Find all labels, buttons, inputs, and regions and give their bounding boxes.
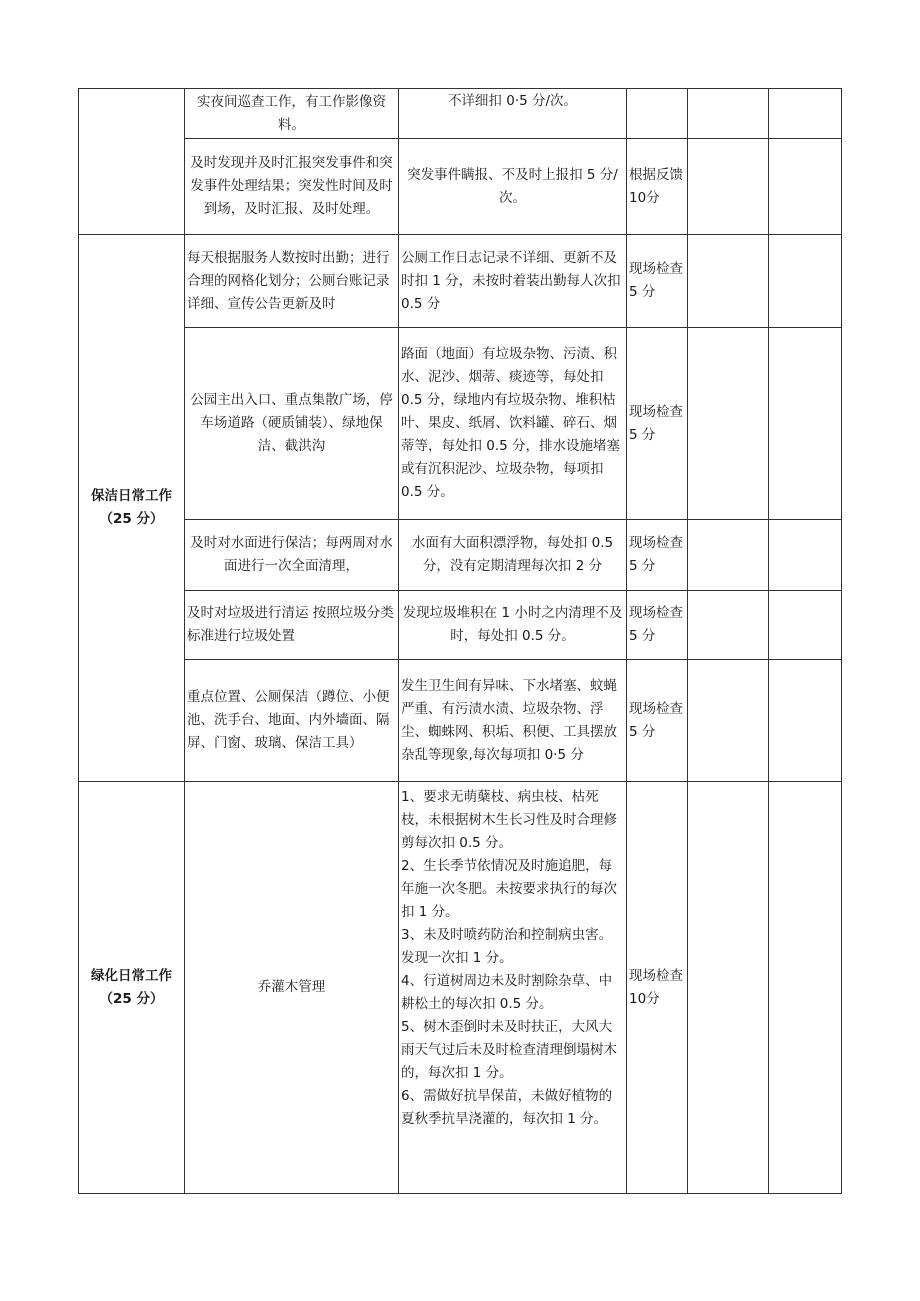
method-cell: 现场检查 10分 (627, 782, 688, 1194)
method-cell: 现场检查 5 分 (627, 660, 688, 782)
score-cell (688, 235, 769, 328)
standard-cell: 发现垃圾堆积在 1 小时之内清理不及时，每处扣 0.5 分。 (399, 591, 627, 660)
remark-cell (769, 139, 842, 235)
remark-cell (769, 235, 842, 328)
method-cell: 根据反馈 10分 (627, 139, 688, 235)
standard-cell: 突发事件瞒报、不及时上报扣 5 分/次。 (399, 139, 627, 235)
method-cell: 现场检查 5 分 (627, 520, 688, 591)
requirement-cell: 及时发现并及时汇报突发事件和突发事件处理结果；突发性时间及时到场，及时汇报、及时处理。 (185, 139, 399, 235)
remark-cell (769, 328, 842, 520)
requirement-cell: 重点位置、公厕保洁（蹲位、小便池、洗手台、地面、内外墙面、隔屏、门窗、玻璃、保洁工具） (185, 660, 399, 782)
requirement-cell: 及时对垃圾进行清运 按照垃圾分类标准进行垃圾处置 (185, 591, 399, 660)
standard-item: 2、生长季节依情况及时施追肥，每年施一次冬肥。未按要求执行的每次扣 1 分。 (401, 858, 617, 920)
standard-cell: 水面有大面积漂浮物，每处扣 0.5 分，没有定期清理每次扣 2 分 (399, 520, 627, 591)
table-row (79, 782, 842, 1194)
table-row (79, 139, 842, 235)
remark-cell (769, 89, 842, 139)
standard-item: 3、未及时喷药防治和控制病虫害。发现一次扣 1 分。 (401, 927, 613, 966)
method-cell: 现场检查 5 分 (627, 591, 688, 660)
requirement-cell: 乔灌木管理 (185, 782, 399, 1194)
table-row (79, 89, 842, 139)
remark-cell (769, 520, 842, 591)
requirement-cell: 及时对水面进行保洁；每两周对水面进行一次全面清理， (185, 520, 399, 591)
method-cell (627, 89, 688, 139)
requirement-cell: 每天根据服务人数按时出勤；进行合理的网格化划分；公厕台账记录详细、宣传公告更新及时 (185, 235, 399, 328)
method-cell: 现场检查 5 分 (627, 328, 688, 520)
standard-list-cell (399, 782, 627, 1194)
standard-cell: 不详细扣 0·5 分/次。 (399, 89, 627, 139)
score-cell (688, 139, 769, 235)
standard-item: 1、要求无萌蘖枝、病虫枝、枯死枝，未根据树木生长习性及时合理修剪每次扣 0.5 分。 (401, 789, 617, 851)
standard-item: 4、行道树周边未及时割除杂草、中耕松土的每次扣 0.5 分。 (401, 973, 613, 1012)
table-row (79, 520, 842, 591)
standard-cell: 发生卫生间有异味、下水堵塞、蚊蝇严重、有污渍水渍、垃圾杂物、浮尘、蜘蛛网、积垢、积便、工具摆放杂乱等现象,每次每项扣 0·5 分 (399, 660, 627, 782)
score-cell (688, 591, 769, 660)
category-cell-cleaning: 保洁日常工作（25 分） (79, 235, 185, 782)
table-row (79, 660, 842, 782)
assessment-table (78, 88, 842, 1194)
score-cell (688, 328, 769, 520)
score-cell (688, 520, 769, 591)
table-row (79, 591, 842, 660)
score-cell (688, 89, 769, 139)
method-cell: 现场检查 5 分 (627, 235, 688, 328)
requirement-cell: 公园主出入口、重点集散广场，停车场道路（硬质铺装）、绿地保洁、截洪沟 (185, 328, 399, 520)
remark-cell (769, 782, 842, 1194)
table-row (79, 328, 842, 520)
table-row (79, 235, 842, 328)
standard-item: 6、需做好抗旱保苗，未做好植物的夏秋季抗旱浇灌的，每次扣 1 分。 (401, 1088, 613, 1127)
category-cell-greening: 绿化日常工作（25 分） (79, 782, 185, 1194)
category-cell (79, 89, 185, 235)
standard-item: 5、树木歪倒时未及时扶正，大风大雨天气过后未及时检查清理倒塌树木的，每次扣 1 分。 (401, 1019, 617, 1081)
standard-cell: 公厕工作日志记录不详细、更新不及时扣 1 分，未按时着装出勤每人次扣 0.5 分 (399, 235, 627, 328)
score-cell (688, 660, 769, 782)
remark-cell (769, 591, 842, 660)
requirement-cell: 实夜间巡查工作，有工作影像资料。 (185, 89, 399, 139)
standard-cell: 路面（地面）有垃圾杂物、污渍、积水、泥沙、烟蒂、痰迹等，每处扣 0.5 分，绿地内有垃圾杂物、堆积枯叶、果皮、纸屑、饮料罐、碎石、烟蒂等，每处扣 0.5 分，排水设施堵塞或有沉积泥沙、垃圾杂物，每项扣 0.5 分。 (399, 328, 627, 520)
score-cell (688, 782, 769, 1194)
remark-cell (769, 660, 842, 782)
